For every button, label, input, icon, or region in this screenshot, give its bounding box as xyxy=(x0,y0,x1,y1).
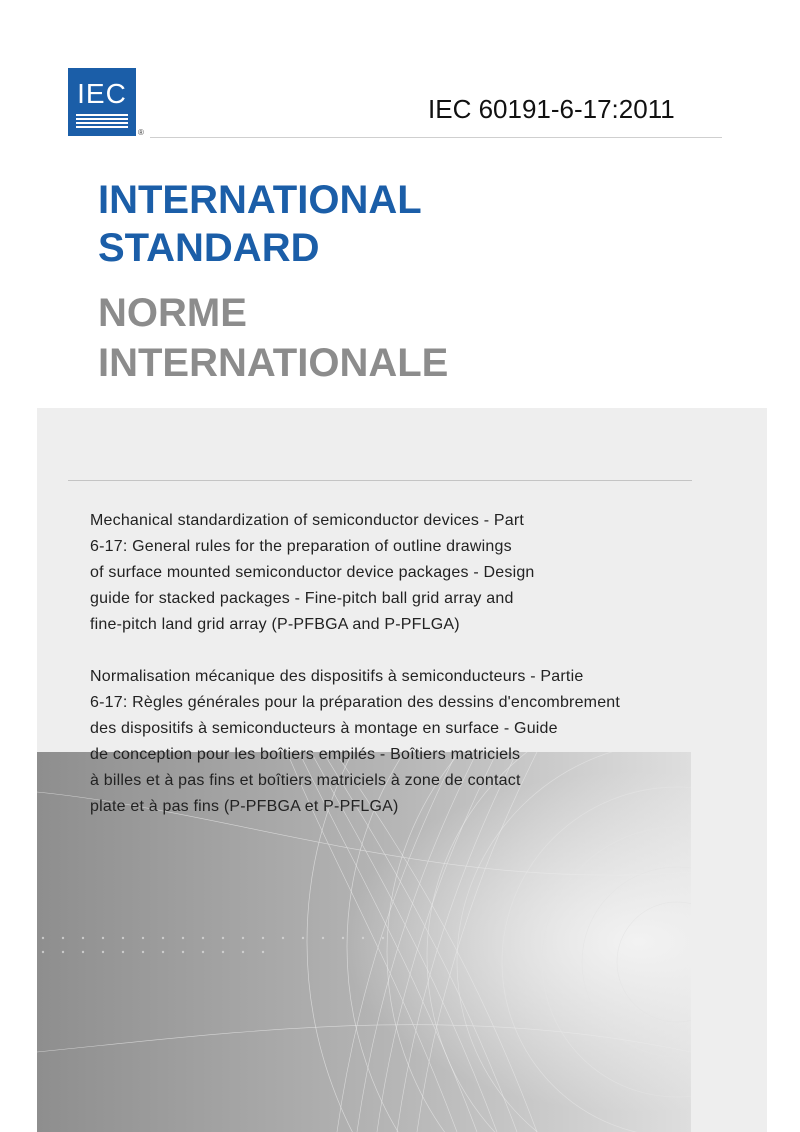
title-en-line-2: STANDARD xyxy=(98,226,320,270)
header-divider xyxy=(150,137,722,138)
title-fr-line-1: NORME xyxy=(98,291,247,335)
document-id: IEC 60191-6-17:2011 xyxy=(428,94,675,124)
desc-en-line: guide for stacked packages - Fine-pitch ball grid array and xyxy=(90,590,514,607)
desc-fr-line: 6-17: Règles générales pour la préparation des dessins d'encombrement xyxy=(90,694,621,711)
title-english xyxy=(98,176,422,272)
logo-text: IEC xyxy=(77,78,127,109)
desc-en-line: of surface mounted semiconductor device packages - Design xyxy=(90,564,535,581)
panel-divider xyxy=(68,480,692,481)
registered-mark: ® xyxy=(138,128,144,137)
desc-en-line: 6-17: General rules for the preparation of outline drawings xyxy=(90,538,512,555)
desc-en-line: Mechanical standardization of semiconductor devices - Part xyxy=(90,512,525,529)
description-english xyxy=(90,508,690,638)
title-en-line-1: INTERNATIONAL xyxy=(98,178,422,222)
description-french xyxy=(90,664,690,820)
title-fr-line-2: INTERNATIONALE xyxy=(98,341,449,385)
desc-fr-line: à billes et à pas fins et boîtiers matriciels à zone de contact xyxy=(90,772,521,789)
logo-lines-icon xyxy=(76,114,128,128)
desc-en-line: fine-pitch land grid array (P-PFBGA and P-PFLGA) xyxy=(90,616,460,633)
title-french xyxy=(98,288,448,388)
desc-fr-line: plate et à pas fins (P-PFBGA et P-PFLGA) xyxy=(90,798,399,815)
desc-fr-line: Normalisation mécanique des dispositifs à semiconducteurs - Partie xyxy=(90,668,584,685)
desc-fr-line: de conception pour les boîtiers empilés - Boîtiers matriciels xyxy=(90,746,521,763)
desc-fr-line: des dispositifs à semiconducteurs à montage en surface - Guide xyxy=(90,720,558,737)
iec-logo xyxy=(68,68,136,136)
